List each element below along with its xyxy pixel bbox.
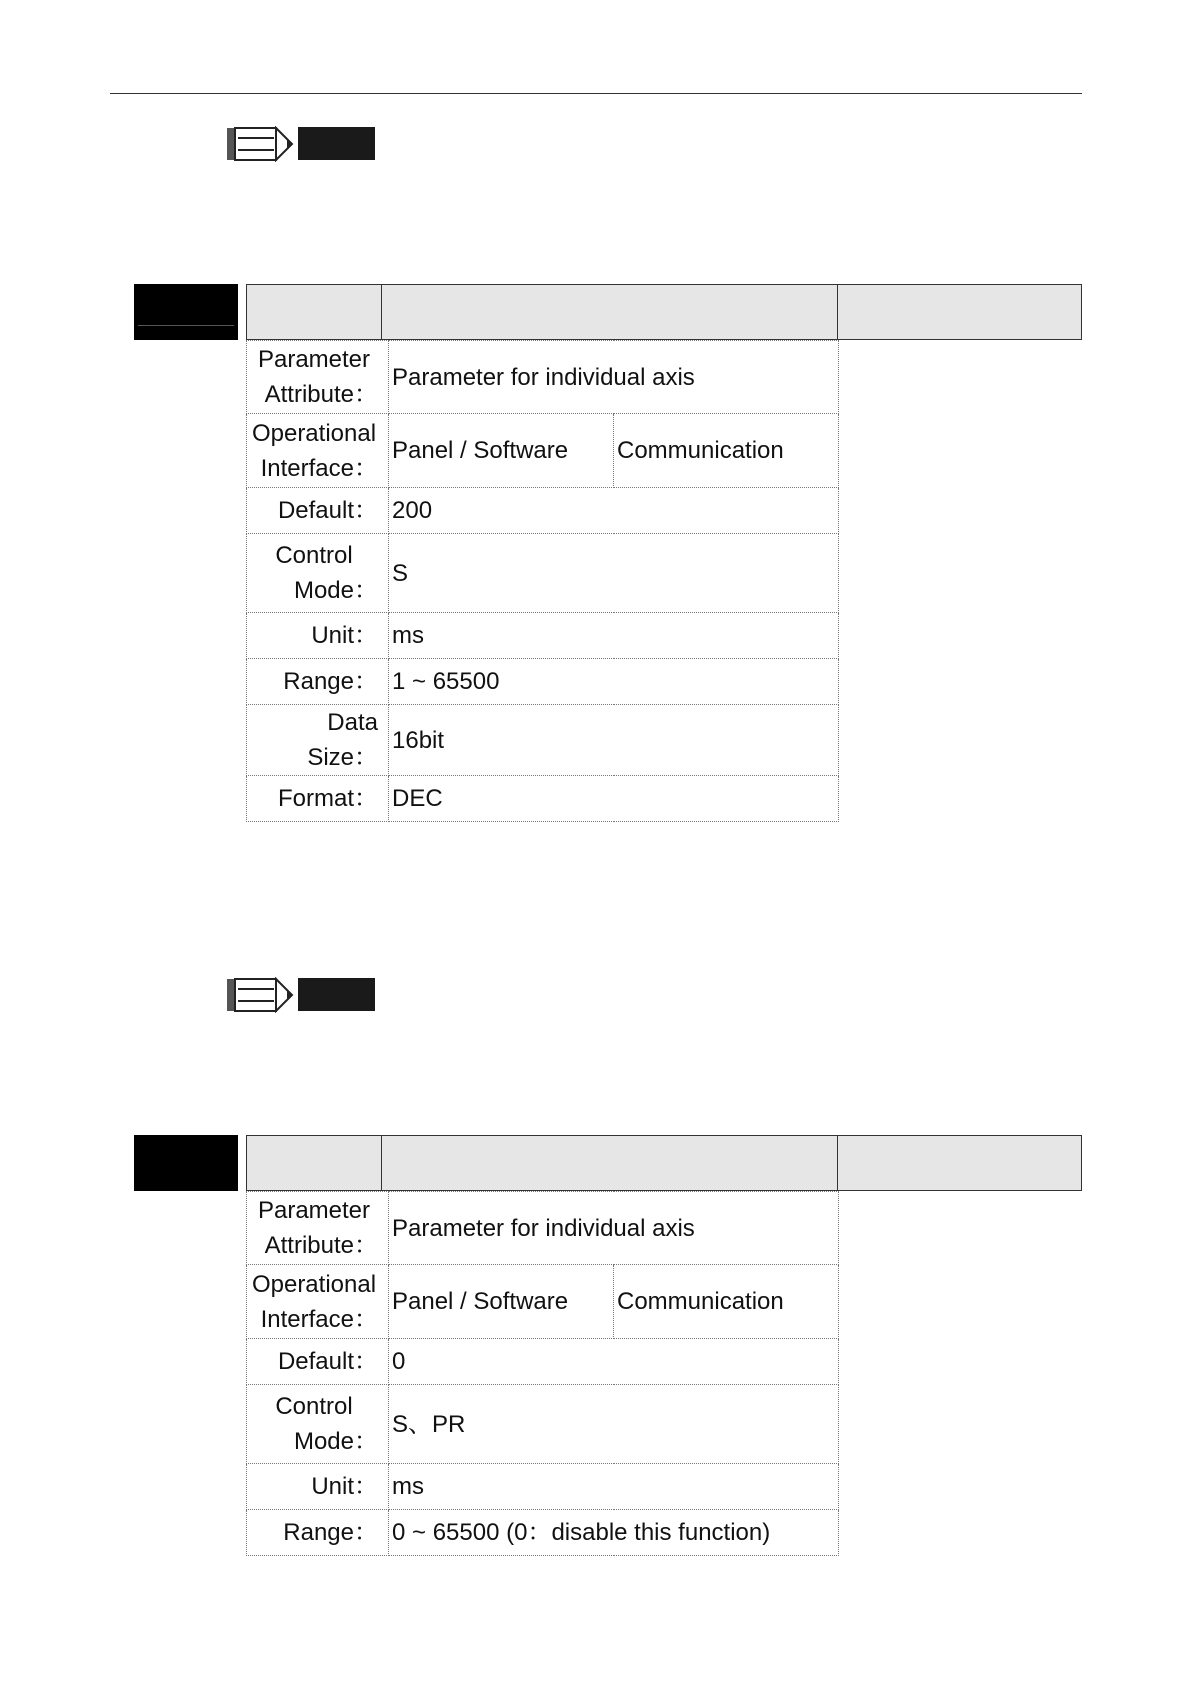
header-cell-1 — [246, 1135, 382, 1191]
default-value: 0 — [389, 1339, 839, 1385]
row-range — [247, 659, 839, 705]
pencil-icon — [226, 977, 296, 1013]
row-default — [247, 488, 839, 534]
interface-value-communication: Communication — [614, 414, 839, 488]
header-cell-1 — [246, 284, 382, 340]
attribute-label: Parameter Attribute： — [247, 341, 389, 414]
row-attribute — [247, 1192, 839, 1265]
parameter-code-box — [134, 284, 238, 340]
parameter-code-box — [134, 1135, 238, 1191]
data-size-value: 16bit — [389, 705, 839, 776]
row-control-mode — [247, 534, 839, 613]
header-rule — [110, 93, 1082, 94]
control-mode-value: S — [389, 534, 839, 613]
row-interface — [247, 1265, 839, 1339]
range-value: 0 ~ 65500 (0：disable this function) — [389, 1510, 839, 1556]
parameter-attribute-table — [246, 340, 839, 822]
row-data-size — [247, 705, 839, 776]
interface-value-communication: Communication — [614, 1265, 839, 1339]
pencil-icon — [226, 126, 296, 162]
header-cell-2 — [381, 1135, 838, 1191]
note-icon — [226, 977, 386, 1013]
note-icon — [226, 126, 386, 162]
header-cell-2 — [381, 284, 838, 340]
data-size-label: Data Size： — [247, 705, 389, 776]
header-cell-3 — [837, 284, 1082, 340]
attribute-label: Parameter Attribute： — [247, 1192, 389, 1265]
interface-label: Operational Interface： — [247, 1265, 389, 1339]
control-mode-label: Control Mode： — [247, 534, 389, 613]
row-control-mode — [247, 1385, 839, 1464]
interface-value-panel: Panel / Software — [389, 1265, 614, 1339]
row-format — [247, 776, 839, 822]
control-mode-value: S、PR — [389, 1385, 839, 1464]
default-label: Default： — [247, 1339, 389, 1385]
parameter-attribute-table — [246, 1191, 839, 1556]
row-default — [247, 1339, 839, 1385]
format-label: Format： — [247, 776, 389, 822]
row-interface — [247, 414, 839, 488]
interface-value-panel: Panel / Software — [389, 414, 614, 488]
header-cell-3 — [837, 1135, 1082, 1191]
unit-label: Unit： — [247, 613, 389, 659]
row-unit — [247, 613, 839, 659]
attribute-value: Parameter for individual axis — [389, 341, 839, 414]
unit-value: ms — [389, 1464, 839, 1510]
note-label-bar — [298, 127, 375, 160]
row-attribute — [247, 341, 839, 414]
default-label: Default： — [247, 488, 389, 534]
interface-label: Operational Interface： — [247, 414, 389, 488]
unit-label: Unit： — [247, 1464, 389, 1510]
range-value: 1 ~ 65500 — [389, 659, 839, 705]
range-label: Range： — [247, 659, 389, 705]
row-range — [247, 1510, 839, 1556]
range-label: Range： — [247, 1510, 389, 1556]
unit-value: ms — [389, 613, 839, 659]
note-label-bar — [298, 978, 375, 1011]
control-mode-label: Control Mode： — [247, 1385, 389, 1464]
format-value: DEC — [389, 776, 839, 822]
attribute-value: Parameter for individual axis — [389, 1192, 839, 1265]
default-value: 200 — [389, 488, 839, 534]
row-unit — [247, 1464, 839, 1510]
